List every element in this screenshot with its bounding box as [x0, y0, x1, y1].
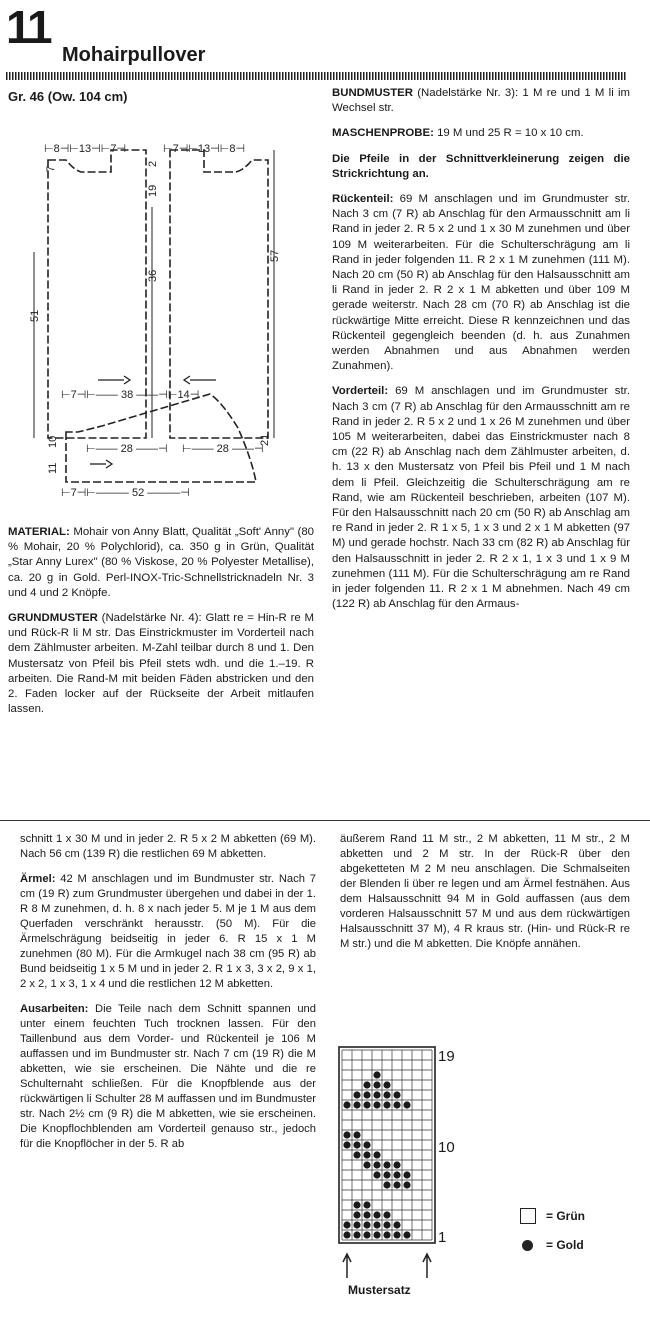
gold-stitch: [393, 1231, 400, 1238]
gold-stitch: [383, 1181, 390, 1188]
dim-sleeve-left-a: 10: [47, 435, 59, 448]
legend-gold-dot: [522, 1240, 533, 1251]
gold-stitch: [393, 1171, 400, 1178]
dim-back-width: ⊢—— 28 ——⊣: [86, 443, 168, 455]
gold-stitch: [383, 1101, 390, 1108]
bottom-right-column: [340, 832, 630, 962]
legend-gold-label: = Gold: [546, 1238, 584, 1252]
rueckenteil-paragraph: Rückenteil: 69 M anschlagen und im Grundmuster str. Nach 3 cm (7 R) ab Anschlag für den Armausschnitt am li Rand in jeder 2. R 5 x 2 und 1 x 30 M zunehmen und über 109 M weiterarbeiten. Für die Schulterschrägung am li Rand in jeder folgenden 11. R 2 x 1 M zunehmen (111 M). Nach 20 cm (50 R) ab Anschlag für den Halsausschnitt am li Rand in jeder 2. R 2 x 1 M abketten und über 109 M gerade weiterstr. Nach 28 cm (70 R) ab Anschlag ist die rückwärtige Mitte erreicht. Diese R kennzeichnen und das Rückenteil gegengleich beenden (d. h. aus Zunahmen werden Abnahmen und aus Abnahmen werden Zunahmen).: [332, 193, 630, 373]
dim-sleeve-right: 21: [259, 433, 271, 446]
gold-stitch: [373, 1101, 380, 1108]
gold-stitch: [393, 1181, 400, 1188]
gold-stitch: [403, 1101, 410, 1108]
gold-stitch: [363, 1231, 370, 1238]
gold-stitch: [353, 1091, 360, 1098]
legend-green-label: = Grün: [546, 1209, 586, 1223]
schematic-diagram: [6, 112, 324, 507]
gold-stitch: [363, 1201, 370, 1208]
section-divider: [0, 820, 650, 821]
repeat-arrow: [423, 1254, 431, 1278]
dim-neck-drop: 2: [147, 160, 159, 167]
material-paragraph: MATERIAL: Mohair von Anny Blatt, Qualität „Soft' Anny" (80 % Mohair, 20 % Polychlorid), ca. 350 g in Grün, Qualität „Star Anny Lurex" (80 % Viskose, 20 % Polyester Metallise), ca. 20 g in Gold. Perl-INOX-Tric-Schnellstricknadeln Nr. 3 und 4 und 2 Knöpfe.: [8, 526, 315, 599]
gold-stitch: [353, 1221, 360, 1228]
gold-stitch: [373, 1171, 380, 1178]
chart-caption: Mustersatz: [348, 1283, 411, 1297]
gold-stitch: [373, 1161, 380, 1168]
gold-stitch: [373, 1211, 380, 1218]
dim-sleeve-left-b: 11: [47, 462, 59, 474]
gold-stitch: [343, 1101, 350, 1108]
dim-sleeve-top: ⊢7⊣⊢—— 38 ——⊣⊢14⊣: [61, 389, 200, 401]
arrows-note: Die Pfeile in der Schnittverkleinerung zeigen die Strickrichtung an.: [332, 152, 630, 180]
gold-stitch: [383, 1161, 390, 1168]
gold-stitch: [383, 1221, 390, 1228]
gold-stitch: [363, 1211, 370, 1218]
gold-stitch: [383, 1231, 390, 1238]
header-rule: [6, 72, 627, 80]
gold-stitch: [403, 1231, 410, 1238]
gold-stitch: [373, 1221, 380, 1228]
dim-sleeve-bottom: ⊢7⊣⊢——— 52 ———⊣: [61, 487, 190, 499]
dim-armhole-depth: 19: [147, 184, 159, 197]
gold-stitch: [363, 1091, 370, 1098]
chart-row-label-1: 1: [438, 1229, 447, 1246]
maschenprobe-paragraph: MASCHENPROBE: 19 M und 25 R = 10 x 10 cm.: [332, 127, 584, 140]
dim-front-width: ⊢—— 28 ——⊣: [182, 443, 264, 455]
gold-stitch: [353, 1101, 360, 1108]
bundmuster-paragraph: BUNDMUSTER (Nadelstärke Nr. 3): 1 M re und 1 M li im Wechsel str.: [332, 87, 630, 115]
gold-stitch: [393, 1091, 400, 1098]
gold-stitch: [373, 1091, 380, 1098]
gold-stitch: [393, 1221, 400, 1228]
gold-stitch: [363, 1161, 370, 1168]
right-column: [332, 86, 630, 623]
gold-stitch: [393, 1161, 400, 1168]
dim-neck-depth: 7: [45, 165, 57, 172]
gold-stitch: [383, 1211, 390, 1218]
armausschnitt-continuation: schnitt 1 x 30 M und in jeder 2. R 5 x 2 M abketten (69 M). Nach 56 cm (139 R) die restlichen 69 M abketten.: [20, 833, 316, 860]
gold-stitch: [373, 1081, 380, 1088]
dim-front-top: ⊢7⊣⊢13⊣⊢8⊣: [163, 143, 246, 155]
gold-stitch: [353, 1201, 360, 1208]
dim-back-side: 51: [29, 309, 41, 322]
gold-stitch: [373, 1231, 380, 1238]
page-title: Mohairpullover: [62, 44, 206, 66]
legend-green-swatch: [520, 1208, 536, 1224]
vorderteil-paragraph: Vorderteil: 69 M anschlagen und im Grundmuster str. Nach 3 cm (7 R) ab Anschlag für den Armausschnitt am re Rand in jeder 2. R 5 x 2 und 1 x 26 M zunehmen und über 105 M weiterarbeiten, dabei das Einstrickmuster nach 8 cm (22 R) ab Anschlag nach dem Zählmuster arbeiten, d. h. 13 x den Mustersatz von Pfeil bis Pfeil und 1 M nach dem li Pfeil. Gleichzeitig die Schulterschrägung am re Rand, wie am Rückenteil beschrieben, arbeiten (107 M). Für den Halsausschnitt nach 20 cm (50 R) ab Anschlag am re Rand in jeder 2. R 1 x 5, 1 x 3 und 2 x 1 M abketten (97 M) und gerade hochstr. Nach 33 cm (82 R) ab Anschlag für den Halsausschnitt in jeder 2. R 2 x 1, 1 x 3 und 1 x 9 M zunehmen (111 M). Für die Schulterschrägung am re Rand in jeder folgenden 11. R 2 x 1 M abnehmen. Nach 49 cm (122 R) ab Anschlag für den Armaus-: [332, 385, 630, 611]
knitting-chart: [336, 1046, 470, 1308]
gold-stitch: [363, 1221, 370, 1228]
gold-stitch: [373, 1071, 380, 1078]
repeat-arrow: [343, 1254, 351, 1278]
dim-front-height: 57: [269, 249, 281, 262]
bottom-left-column: [20, 832, 316, 1162]
gold-stitch: [373, 1151, 380, 1158]
left-column: [8, 525, 314, 727]
gold-stitch: [383, 1091, 390, 1098]
gold-stitch: [353, 1131, 360, 1138]
gold-stitch: [343, 1221, 350, 1228]
gold-stitch: [353, 1231, 360, 1238]
gold-stitch: [403, 1171, 410, 1178]
gold-stitch: [363, 1101, 370, 1108]
aermel-paragraph: Ärmel: 42 M anschlagen und im Bundmuster str. Nach 7 cm (19 R) zum Grundmuster übergehen und dabei in der 1. R 8 M zunehmen, d. h. 8 x nach jeder 5. M je 1 M aus dem Querfaden verschränkt herausstr. (50 M). Für die Ärmelschrägung beidseitig in jeder 6. R 15 x 1 M zunehmen (80 M). Für die Armkugel nach 38 cm (95 R) ab Bund beidseitig 1 x 5 M und in jeder 2. R 1 x 3, 3 x 2, 9 x 1, 2 x 2, 1 x 3, 1 x 4 und die restlichen 12 M abketten.: [20, 873, 317, 990]
gold-stitch: [353, 1151, 360, 1158]
grundmuster-paragraph: GRUNDMUSTER (Nadelstärke Nr. 4): Glatt re = Hin-R re M und Rück-R li M str. Das Einstrickmuster im Vorderteil nach dem Zählmuster arbeiten. M-Zahl teilbar durch 8 und 1. Den Mustersatz von Pfeil bis Pfeil stets wdh. und die 1.–19. R arbeiten. Die Rand-M mit beiden Fäden abstricken und den 2. Faden locker auf der Rückseite der Arbeit mitlaufen lassen.: [8, 612, 314, 716]
dim-armhole: 36: [147, 269, 159, 282]
ausarbeiten-paragraph: Ausarbeiten: Die Teile nach dem Schnitt spannen und unter einem feuchten Tuch trocknen lassen. Für den Taillenbund aus dem Vorder- und Rückenteil je 106 M auffassen und im Bundmuster str. Nach 7 cm (19 R) die M abketten, wie sie erscheinen. Die Nähte und die re Schulternaht schließen. Für die Knopfblende aus der rückwärtigen li Schulter 28 M auffassen und im Bundmuster str. Nach 2½ cm (9 R) die M abketten, wie sie erscheinen. Die Knopflochblenden am Vorderteil genauso str., jedoch für die Knopflöcher in der 5. R ab: [20, 1003, 317, 1150]
gold-stitch: [393, 1101, 400, 1108]
gold-stitch: [343, 1131, 350, 1138]
gold-stitch: [343, 1231, 350, 1238]
gold-stitch: [403, 1181, 410, 1188]
gold-stitch: [353, 1211, 360, 1218]
chart-row-label-10: 10: [438, 1139, 455, 1156]
gold-stitch: [383, 1081, 390, 1088]
gold-stitch: [383, 1171, 390, 1178]
gold-stitch: [353, 1141, 360, 1148]
dim-back-top: ⊢8⊣⊢13⊣⊢7⊣: [44, 143, 127, 155]
gold-stitch: [343, 1141, 350, 1148]
gold-stitch: [363, 1151, 370, 1158]
gold-stitch: [363, 1141, 370, 1148]
ausarbeiten-continuation: äußerem Rand 11 M str., 2 M abketten, 11 M str., 2 M abketten und 2 M str. In der Rück-R über den abgeketteten M 2 M neu anschlagen. Die Schmalseiten der Blenden li über re legen und am Ärmel festnähen. Aus dem Halsausschnitt 94 M in Gold auffassen (aus dem vorderen Halsausschnitt 57 M und aus dem rückwärtigen Halsausschnitt 37 M), 4 R kraus str. (Hin- und Rück-R re M str.) und die M abketten. Die Knöpfe annähen.: [340, 833, 630, 950]
chart-row-label-19: 19: [438, 1048, 455, 1065]
gold-stitch: [363, 1081, 370, 1088]
pattern-number: 11: [6, 1, 51, 53]
size-label: Gr. 46 (Ow. 104 cm): [8, 89, 128, 104]
